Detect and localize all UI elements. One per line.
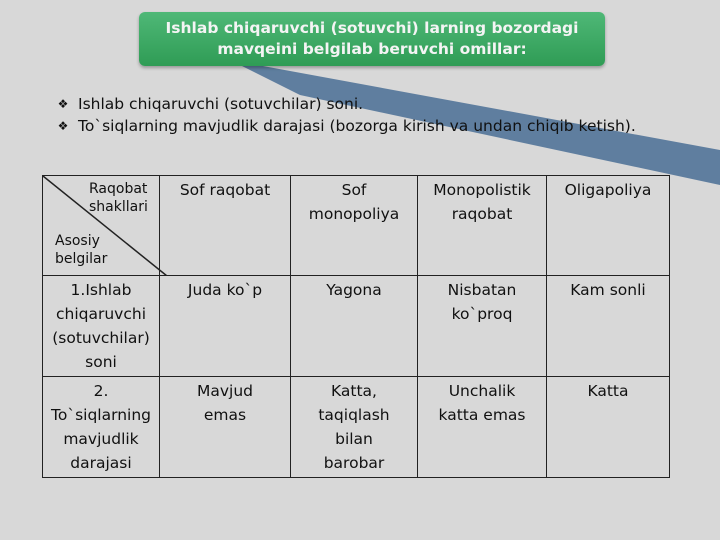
bullet-text: To`siqlarning mavjudlik darajasi (bozorga kirish va undan chiqib ketish). bbox=[78, 117, 636, 135]
table-cell: Unchalik katta emas bbox=[418, 377, 547, 478]
table-cell: Nisbatan ko`proq bbox=[418, 276, 547, 377]
market-structure-table bbox=[42, 175, 670, 478]
row-label: 2. To`siqlarning mavjudlik darajasi bbox=[43, 377, 160, 478]
diamond-bullet-icon: ❖ bbox=[57, 97, 69, 111]
column-header: Sof raqobat bbox=[160, 176, 291, 276]
bullet-list bbox=[56, 93, 636, 137]
table-header-row bbox=[43, 176, 670, 276]
corner-top-label: Raqobat shakllari bbox=[89, 181, 148, 215]
table-corner-cell bbox=[43, 176, 160, 276]
row-label: 1.Ishlab chiqaruvchi (sotuvchilar) soni bbox=[43, 276, 160, 377]
column-header: Monopolistik raqobat bbox=[418, 176, 547, 276]
column-header: Oligapoliya bbox=[547, 176, 670, 276]
table-cell: Katta bbox=[547, 377, 670, 478]
table-row bbox=[43, 276, 670, 377]
corner-bottom-label: Asosiy belgilar bbox=[55, 233, 108, 267]
title-line-1: Ishlab chiqaruvchi (sotuvchi) larning bozordagi bbox=[165, 19, 579, 37]
table-cell: Yagona bbox=[291, 276, 418, 377]
bullet-item bbox=[56, 115, 636, 137]
title-line-2: mavqeini belgilab beruvchi omillar: bbox=[217, 40, 527, 58]
slide-title bbox=[139, 12, 605, 66]
table-row bbox=[43, 377, 670, 478]
column-header: Sof monopoliya bbox=[291, 176, 418, 276]
table-cell: Kam sonli bbox=[547, 276, 670, 377]
bullet-text: Ishlab chiqaruvchi (sotuvchilar) soni. bbox=[78, 95, 364, 113]
table-cell: Juda ko`p bbox=[160, 276, 291, 377]
table-cell: Mavjud emas bbox=[160, 377, 291, 478]
table-cell: Katta, taqiqlash bilan barobar bbox=[291, 377, 418, 478]
bullet-item bbox=[56, 93, 636, 115]
diamond-bullet-icon: ❖ bbox=[57, 119, 69, 133]
